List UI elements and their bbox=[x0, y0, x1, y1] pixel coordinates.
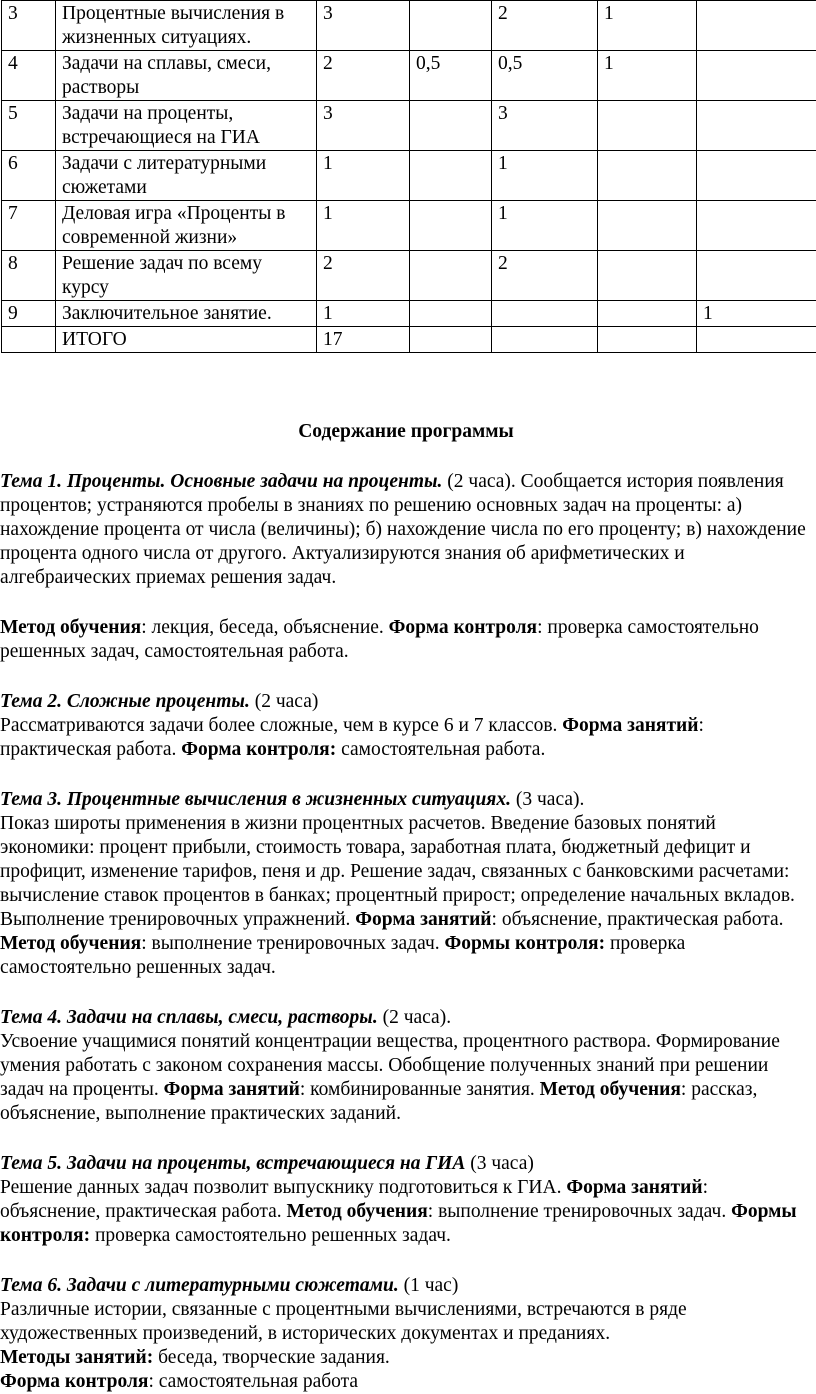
hours-col-5 bbox=[697, 51, 816, 101]
topic-hours: (2 часа) bbox=[250, 691, 319, 712]
hours-total: 2 bbox=[317, 251, 410, 301]
row-topic: Решение задач по всему курсу bbox=[56, 251, 317, 301]
field-value: : объяснение, практическая работа. bbox=[0, 1177, 708, 1222]
topic-title: Тема 2. Сложные проценты. bbox=[0, 691, 250, 712]
row-number: 9 bbox=[2, 301, 56, 327]
table-row bbox=[2, 101, 816, 151]
topic-hours: (2 часа). bbox=[378, 1007, 451, 1028]
field-value: проверка самостоятельно решенных задач. bbox=[90, 1225, 451, 1246]
table-row bbox=[2, 151, 816, 201]
hours-total: 3 bbox=[317, 101, 410, 151]
hours-total: 1 bbox=[317, 151, 410, 201]
topic-text: Различные истории, связанные с процентными вычислениями, встречаются в ряде художественных произведений, в исторических документах и преданиях. bbox=[0, 1299, 687, 1344]
topic-text: Рассматриваются задачи более сложные, чем в курсе 6 и 7 классов. bbox=[0, 715, 562, 736]
row-topic: Задачи на проценты, встречающиеся на ГИА bbox=[56, 101, 317, 151]
row-topic: Задачи с литературными сюжетами bbox=[56, 151, 317, 201]
field-value: : практическая работа. bbox=[0, 715, 704, 760]
row-topic: Процентные вычисления в жизненных ситуациях. bbox=[56, 1, 317, 51]
field-label: Форма занятий bbox=[562, 715, 698, 736]
table-row bbox=[2, 1, 816, 51]
hours-col-5 bbox=[697, 1, 816, 51]
field-label: Форма занятий bbox=[566, 1177, 702, 1198]
hours-col-5: 1 bbox=[697, 301, 816, 327]
topic-title: Тема 6. Задачи с литературными сюжетами. bbox=[0, 1275, 399, 1296]
field-label: Метод обучения bbox=[540, 1079, 681, 1100]
topic-text: Сообщается история появления процентов; устраняются пробелы в знаниях по решению основных задач на проценты: а) нахождение процента от числа (величины); б) нахождение числа по его проценту; в) нахождение процента одного числа от другого. Актуализируются знания об арифметических и алгебраических приемах решения задач. bbox=[0, 471, 806, 588]
field-value: : рассказ, объяснение, выполнение практических заданий. bbox=[0, 1079, 757, 1124]
section-heading: Содержание программы bbox=[0, 420, 812, 444]
topic-3 bbox=[0, 788, 812, 980]
hours-practice: 0,5 bbox=[492, 51, 598, 101]
row-number bbox=[2, 327, 56, 353]
field-label: Форма контроля bbox=[389, 617, 537, 638]
row-topic: ИТОГО bbox=[56, 327, 317, 353]
topic-hours: (3 часа). bbox=[511, 789, 584, 810]
hours-theory: 0,5 bbox=[410, 51, 492, 101]
hours-col-4 bbox=[598, 101, 697, 151]
topic-5 bbox=[0, 1152, 812, 1248]
table-row bbox=[2, 201, 816, 251]
hours-total: 3 bbox=[317, 1, 410, 51]
hours-col-5 bbox=[697, 327, 816, 353]
field-value: : лекция, беседа, объяснение. bbox=[141, 617, 388, 638]
field-value: : проверка самостоятельно решенных задач, самостоятельная работа. bbox=[0, 617, 759, 662]
hours-theory bbox=[410, 151, 492, 201]
hours-col-4 bbox=[598, 301, 697, 327]
row-topic: Задачи на сплавы, смеси, растворы bbox=[56, 51, 317, 101]
topic-1-method bbox=[0, 616, 812, 664]
field-value: : выполнение тренировочных задач. bbox=[141, 933, 444, 954]
row-number: 4 bbox=[2, 51, 56, 101]
hours-col-5 bbox=[697, 151, 816, 201]
hours-practice: 2 bbox=[492, 251, 598, 301]
row-number: 6 bbox=[2, 151, 56, 201]
topic-hours: (2 часа). bbox=[442, 471, 520, 492]
field-label: Формы контроля: bbox=[0, 1201, 797, 1246]
hours-practice: 1 bbox=[492, 151, 598, 201]
field-label: Форма занятий bbox=[355, 909, 491, 930]
hours-theory bbox=[410, 201, 492, 251]
hours-theory bbox=[410, 301, 492, 327]
hours-total: 2 bbox=[317, 51, 410, 101]
topic-6 bbox=[0, 1274, 812, 1394]
program-content bbox=[0, 420, 812, 1394]
hours-col-5 bbox=[697, 101, 816, 151]
field-value: беседа, творческие задания. bbox=[153, 1347, 390, 1368]
field-value: проверка самостоятельно решенных задач. bbox=[0, 933, 685, 978]
topic-title: Тема 4. Задачи на сплавы, смеси, растворы. bbox=[0, 1007, 378, 1028]
field-label: Форма занятий bbox=[164, 1079, 300, 1100]
hours-col-5 bbox=[697, 201, 816, 251]
field-value: самостоятельная работа. bbox=[336, 739, 545, 760]
topic-text: Показ широты применения в жизни процентных расчетов. Введение базовых понятий экономики: процент прибыли, стоимость товара, заработная плата, бюджетный дефицит и профицит, изменение тарифов, пеня и др. Решение задач, связанных с банковскими расчетами: вычисление ставок процентов в банках; процентный прирост; определение начальных вкладов. Выполнение тренировочных упражнений. bbox=[0, 813, 795, 930]
field-label: Форма контроля bbox=[0, 1371, 148, 1392]
topic-title: Тема 1. Проценты. Основные задачи на проценты. bbox=[0, 471, 442, 492]
hours-total: 1 bbox=[317, 301, 410, 327]
row-topic: Деловая игра «Проценты в современной жизни» bbox=[56, 201, 317, 251]
topic-text: Усвоение учащимися понятий концентрации вещества, процентного раствора. Формирование умения работать с законом сохранения массы. Обобщение полученных знаний при решении задач на проценты. bbox=[0, 1031, 780, 1100]
field-label: Формы контроля: bbox=[445, 933, 606, 954]
field-label: Метод обучения bbox=[0, 617, 141, 638]
hours-col-4 bbox=[598, 151, 697, 201]
hours-practice: 3 bbox=[492, 101, 598, 151]
field-value: : объяснение, практическая работа. bbox=[492, 909, 784, 930]
hours-theory bbox=[410, 101, 492, 151]
table-row bbox=[2, 327, 816, 353]
hours-col-4: 1 bbox=[598, 51, 697, 101]
course-plan-table bbox=[1, 0, 816, 353]
topic-hours: (3 часа) bbox=[465, 1153, 534, 1174]
hours-theory bbox=[410, 1, 492, 51]
hours-total: 1 bbox=[317, 201, 410, 251]
table-row bbox=[2, 51, 816, 101]
topic-1 bbox=[0, 470, 812, 590]
hours-practice bbox=[492, 327, 598, 353]
topic-2 bbox=[0, 690, 812, 762]
row-number: 8 bbox=[2, 251, 56, 301]
topic-hours: (1 час) bbox=[399, 1275, 459, 1296]
topic-text: Решение данных задач позволит выпускнику подготовиться к ГИА. bbox=[0, 1177, 566, 1198]
topic-title: Тема 3. Процентные вычисления в жизненных ситуациях. bbox=[0, 789, 511, 810]
row-number: 3 bbox=[2, 1, 56, 51]
hours-col-4 bbox=[598, 327, 697, 353]
row-number: 5 bbox=[2, 101, 56, 151]
field-label: Методы занятий: bbox=[0, 1347, 153, 1368]
row-topic: Заключительное занятие. bbox=[56, 301, 317, 327]
field-label: Метод обучения bbox=[287, 1201, 428, 1222]
row-number: 7 bbox=[2, 201, 56, 251]
field-value: : комбинированные занятия. bbox=[300, 1079, 540, 1100]
field-label: Форма контроля: bbox=[181, 739, 336, 760]
table-row bbox=[2, 301, 816, 327]
hours-col-5 bbox=[697, 251, 816, 301]
hours-practice bbox=[492, 301, 598, 327]
topic-4 bbox=[0, 1006, 812, 1126]
field-label: Метод обучения bbox=[0, 933, 141, 954]
hours-col-4 bbox=[598, 201, 697, 251]
hours-practice: 2 bbox=[492, 1, 598, 51]
hours-col-4: 1 bbox=[598, 1, 697, 51]
hours-col-4 bbox=[598, 251, 697, 301]
field-value: : выполнение тренировочных задач. bbox=[428, 1201, 731, 1222]
table-row bbox=[2, 251, 816, 301]
field-value: : самостоятельная работа bbox=[148, 1371, 358, 1392]
hours-total: 17 bbox=[317, 327, 410, 353]
topic-title: Тема 5. Задачи на проценты, встречающиеся на ГИА bbox=[0, 1153, 465, 1174]
hours-theory bbox=[410, 327, 492, 353]
hours-practice: 1 bbox=[492, 201, 598, 251]
hours-theory bbox=[410, 251, 492, 301]
